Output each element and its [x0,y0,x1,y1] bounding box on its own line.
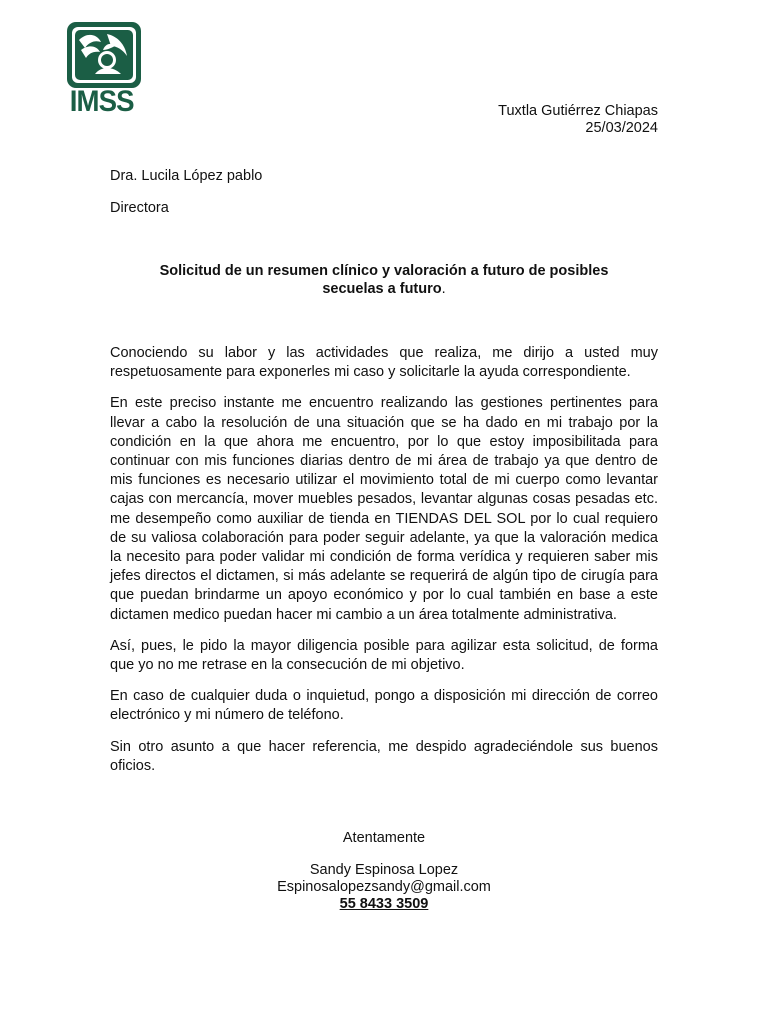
subject-period: . [441,281,446,297]
imss-logo-text: IMSS [69,85,134,118]
subject-line-2-text: secuelas a futuro [322,281,442,297]
closing-block [110,830,658,913]
body-paragraph-4: En caso de cualquier duda o inquietud, pongo a disposición mi dirección de correo electrónico y mi número de teléfono. [110,688,658,724]
place-and-date [498,103,658,137]
date: 25/03/2024 [585,120,658,136]
recipient-role: Directora [110,200,169,216]
subject-line-1: Solicitud de un resumen clínico y valoración a futuro de posibles [159,263,609,279]
body-paragraph-2: En este preciso instante me encuentro realizando las gestiones pertinentes para llevar a cabo la resolución de una situación que se ha dado en mi trabajo por la condición en la que ahora me encuentro, por lo que estoy imposibilitada para continuar con mis funciones diarias dentro de mi área de trabajo ya que dentro de mis funciones es necesario utilizar el movimiento total de mi cuerpo como levantar cajas con mercancía, mover muebles pesados, levantar algunas cosas pesadas etc. me desempeño como auxiliar de tienda en TIENDAS DEL SOL por lo cual requiero de su valiosa colaboración para poder seguir adelante, ya que la valoración medica la necesito para poder validar mi condición de forma verídica y requieren saber mis jefes directos el dictamen, si más adelante se requerirá de algún tipo de cirugía para que puedan brindarme un apoyo económico y por lo cual también en base a este dictamen medico puedan hacer mi cambio a un área totalmente administrativa. [110,395,658,623]
body-paragraph-3: Así, pues, le pido la mayor diligencia posible para agilizar esta solicitud, de forma que yo no me retrase en la consecución de mi objetivo. [110,637,658,674]
sender-name: Sandy Espinosa Lopez [309,862,459,878]
recipient-name: Dra. Lucila López pablo [110,168,263,184]
subject-line [110,262,658,298]
sender-email: Espinosalopezsandy@gmail.com [277,879,491,895]
imss-emblem-icon [67,22,141,88]
sender-phone: 55 8433 3509 [339,896,429,912]
subject-line-2 [110,280,658,298]
letter-body [110,344,658,788]
salutation: Atentamente [342,830,426,846]
body-paragraph-1: Conociendo su labor y las actividades que realiza, me dirijo a usted muy respetuosamente para exponerles mi caso y solicitarle la ayuda correspondiente. [110,345,658,381]
imss-logo [64,22,146,118]
body-paragraph-5: Sin otro asunto a que hacer referencia, me despido agradeciéndole sus buenos oficios. [110,738,658,774]
place: Tuxtla Gutiérrez Chiapas [498,103,658,119]
